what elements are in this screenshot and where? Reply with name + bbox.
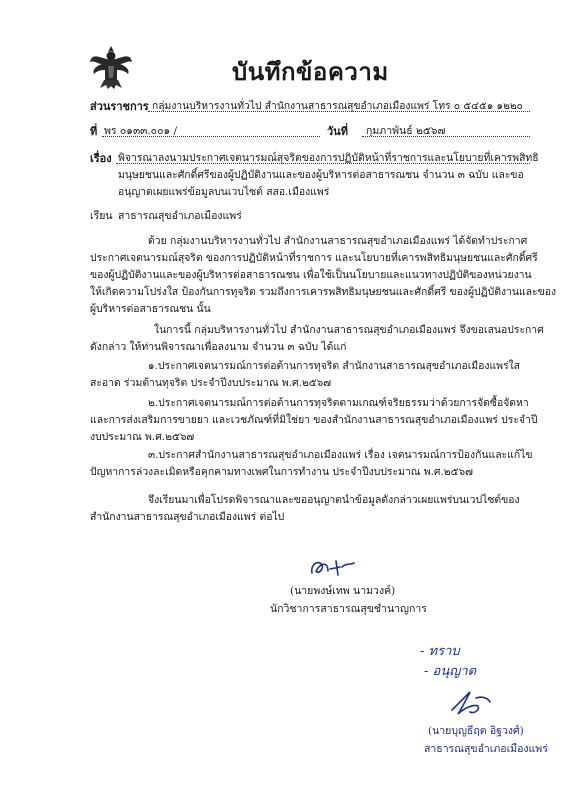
list-item-1 — [90, 358, 520, 392]
para2-line: ดังกล่าว ให้ท่านพิจารณาเพื่อลงนาม จำนวน ๓ ฉบับ ได้แก่ — [90, 341, 347, 353]
para1-line: ของผู้ปฏิบัติงานและของผู้บริหารต่อสาธารณชน เพื่อใช้เป็นนโยบายและแนวทางปฏิบัติของหน่วยงาน — [90, 269, 532, 281]
agency-underline — [148, 111, 530, 112]
agency-value: กลุ่มงานบริหารงานทั่วไป สำนักงานสาธารณสุขอำเภอเมืองแพร่ โทร ๐ ๕๔๕๑ ๑๒๒๐ — [152, 100, 523, 112]
paragraph-closing — [90, 492, 520, 526]
para1-line: ให้เกิดความโปร่งใส ป้องกันการทุจริต รวมถึงการเคารพสิทธิมนุษยชนและศักดิ์ศรี ของผู้ปฏิบัติงานและของ — [90, 286, 557, 298]
signer-2-position: สาธารณสุขอำเภอเมืองแพร่ — [424, 743, 548, 755]
list-item-3 — [90, 447, 532, 481]
ref-underline — [102, 136, 320, 137]
garuda-emblem — [88, 42, 134, 92]
signer-1-name: (นายพงษ์เทพ นามวงค์) — [290, 585, 396, 597]
signature-2-mark — [444, 686, 496, 720]
subject-line-1: พิจารณาลงนามประกาศเจตนารมณ์สุจริตของการปฏิบัติหน้าที่ราชการและนโยบายที่เคารพสิทธิ — [118, 152, 539, 164]
item1-line: ๑.ประกาศเจตนารมณ์การต่อต้านการทุจริต สำนักงานสาธารณสุขอำเภอเมืองแพร่ใส — [148, 360, 521, 372]
approval-note-acknowledge: - ทราบ — [420, 644, 460, 659]
closing-line: สำนักงานสาธารณสุขอำเภอเมืองแพร่ ต่อไป — [90, 511, 285, 523]
list-item-2 — [90, 395, 537, 446]
item3-line: ๓.ประกาศสำนักงานสาธารณสุขอำเภอเมืองแพร่ เรื่อง เจตนารมณ์การป้องกันและแก้ไข — [148, 449, 533, 461]
date-underline — [362, 136, 530, 137]
para1-line: ด้วย กลุ่มงานบริหารงานทั่วไป สำนักงานสาธารณสุขอำเภอเมืองแพร่ ได้จัดทำประกาศ — [148, 235, 528, 247]
approval-note-permit: - อนุญาต — [424, 664, 477, 679]
item3-line: ปัญหาการล่วงละเมิดหรือคุกคามทางเพศในการทำงาน ประจำปีงบประมาณ พ.ศ.๒๕๖๗ — [90, 466, 473, 478]
signer-2-name: (นายบุญธีฤต อิฐวงศ์) — [428, 725, 524, 737]
para2-line: ในการนี้ กลุ่มบริหารงานทั่วไป สำนักงานสาธารณสุขอำเภอเมืองแพร่ จึงขอเสนอประกาศ — [154, 324, 544, 336]
item2-line: ๒.ประกาศเจตนารมณ์การต่อต้านการทุจริตตามเกณฑ์จริยธรรมว่าด้วยการจัดซื้อจัดหา — [148, 397, 529, 409]
paragraph-intro — [90, 233, 556, 318]
date-value: กุมภาพันธ์ ๒๕๖๗ — [366, 125, 446, 137]
date-label: วันที่ — [327, 125, 348, 138]
item2-line: งบประมาณ พ.ศ.๒๕๖๗ — [90, 431, 195, 443]
agency-label: ส่วนราชการ — [90, 100, 149, 113]
paragraph-proposal — [90, 322, 544, 356]
ref-value: พร ๐๑๓๓.๐๐๑ / — [104, 125, 178, 137]
para1-line: ผู้บริหารต่อสาธารณชน นั้น — [90, 303, 211, 315]
item1-line: สะอาด ร่วมต้านทุจริต ประจำปีงบประมาณ พ.ศ.๒๕๖๗ — [90, 377, 332, 389]
signature-1-mark — [306, 553, 362, 583]
signer-1-position: นักวิชาการสาธารณสุขชำนาญการ — [270, 603, 427, 615]
subject-underline — [116, 163, 530, 164]
para1-line: ประกาศเจตนารมณ์สุจริต ของการปฏิบัติหน้าที่ราชการ และนโยบายที่เคารพสิทธิมนุษยชนและศักดิ์ศรี — [90, 252, 538, 264]
subject-line-2: มนุษยชนและศักดิ์ศรีของผู้ปฏิบัติงานและของผู้บริหารต่อสาธารณชน จำนวน ๓ ฉบับ และขอ — [118, 169, 524, 181]
to-value: สาธารณสุขอำเภอเมืองแพร่ — [118, 210, 242, 222]
page-title: บันทึกข้อความ — [232, 58, 389, 86]
subject-label: เรื่อง — [90, 152, 112, 165]
ref-label: ที่ — [90, 125, 98, 138]
to-label: เรียน — [90, 210, 113, 222]
item2-line: และการส่งเสริมการขายยา และเวชภัณฑ์ที่มิใช่ยา ของสำนักงานสาธารณสุขอำเภอเมืองแพร่ ประจำปี — [90, 414, 538, 426]
subject-line-3: อนุญาตเผยแพร่ข้อมูลบนเวบไซต์ สสอ.เมืองแพร่ — [118, 186, 330, 198]
closing-line: จึงเรียนมาเพื่อโปรดพิจารณาและขออนุญาตนำข้อมูลดังกล่าวเผยแพร่บนเวปไซต์ของ — [148, 494, 520, 506]
